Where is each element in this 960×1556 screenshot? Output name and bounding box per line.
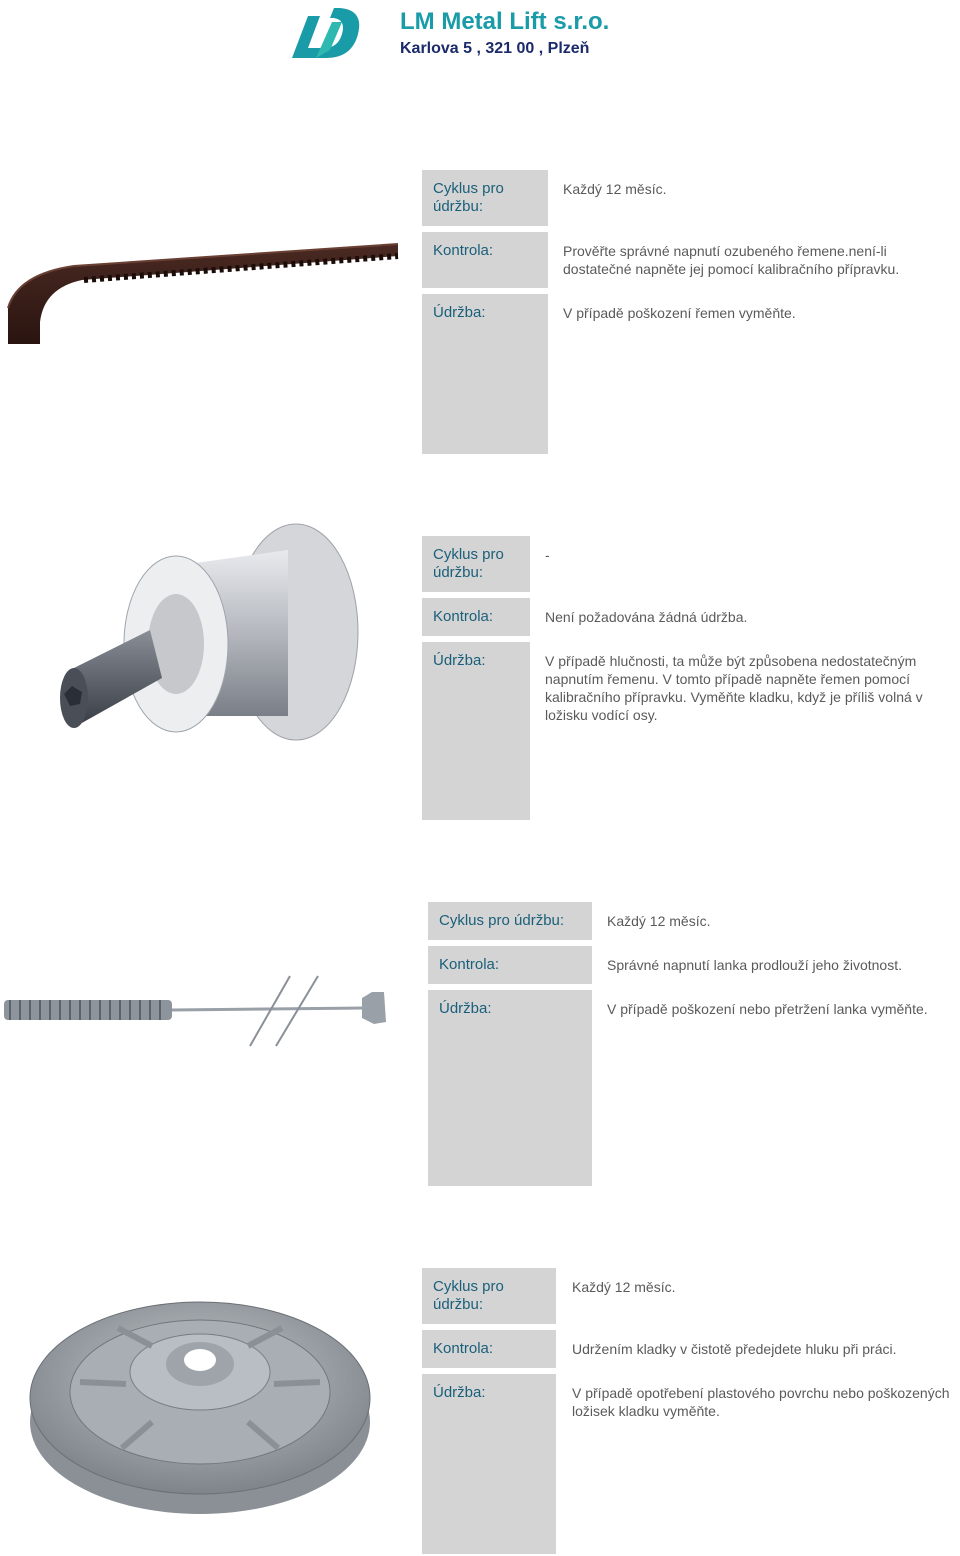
maintenance-label: Údržba: [428,990,592,1186]
cycle-value: Každý 12 měsíc. [572,1279,676,1295]
cycle-label: Cyklus pro údržbu: [422,1268,556,1324]
maintenance-label: Údržba: [422,642,530,820]
maintenance-value: V případě poškození nebo přetržení lanka vyměňte. [607,1001,928,1017]
company-name: LM Metal Lift s.r.o. [400,8,610,35]
check-value: Správné napnutí lanka prodlouží jeho životnost. [607,957,902,973]
pulley-wheel-image [26,1272,374,1520]
maintenance-value: V případě poškození řemen vyměňte. [563,305,796,321]
maintenance-value: V případě opotřebení plastového povrchu nebo poškozených ložisek kladku vyměňte. [572,1385,950,1419]
check-label: Kontrola: [428,946,592,984]
cycle-label: Cyklus pro údržbu: [422,170,548,226]
cycle-label: Cyklus pro údržbu: [428,902,592,940]
maintenance-label: Údržba: [422,294,548,454]
check-label: Kontrola: [422,1330,556,1368]
guide-pulley-image [30,520,366,764]
check-value: Prověřte správné napnutí ozubeného řemene.není-li dostatečné napněte jej pomocí kalibračního přípravku. [563,243,900,277]
check-value: Udržením kladky v čistotě předejdete hluku při práci. [572,1341,897,1357]
company-logo [286,4,662,62]
check-value: Není požadována žádná údržba. [545,609,748,625]
check-label: Kontrola: [422,232,548,288]
company-address: Karlova 5 , 321 00 , Plzeň [400,40,590,57]
cycle-value: - [545,547,550,563]
maintenance-label: Údržba: [422,1374,556,1554]
cycle-value: Každý 12 měsíc. [607,913,711,929]
maintenance-value: V případě hlučnosti, ta může být způsobena nedostatečným napnutím řemenu. V tomto případě napněte řemen pomocí kalibračního přípravku. Vyměňte kladku, když je příliš volná v ložisku vodící osy. [545,653,923,723]
cable-image [0,972,392,1052]
cycle-label: Cyklus pro údržbu: [422,536,530,592]
toothed-belt-image [4,236,402,348]
check-label: Kontrola: [422,598,530,636]
cycle-value: Každý 12 měsíc. [563,181,667,197]
logo-mark-icon [286,8,368,62]
